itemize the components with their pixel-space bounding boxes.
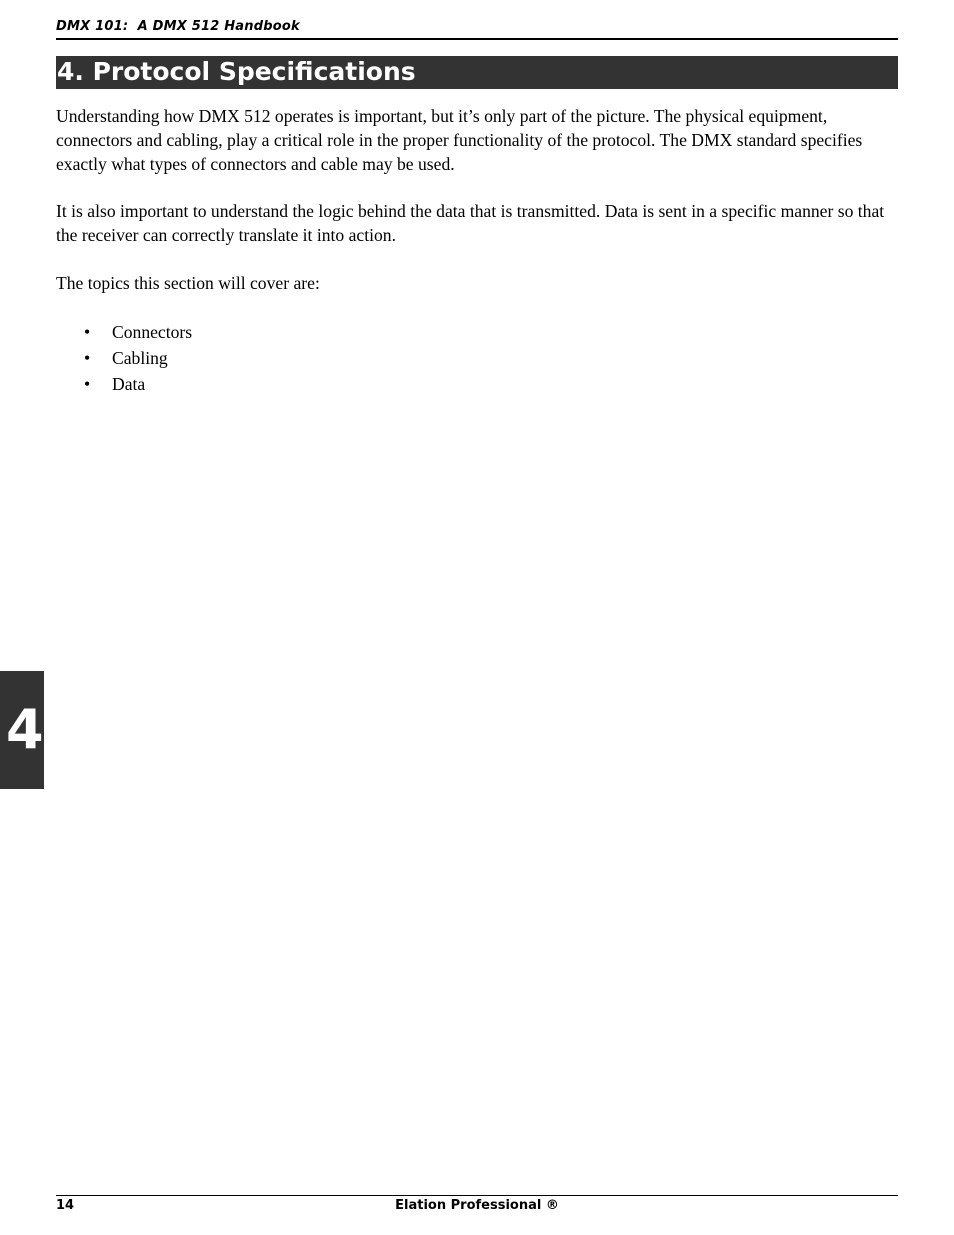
- topic-cabling: Cabling: [112, 348, 168, 368]
- topic-data: Data: [112, 374, 146, 394]
- bullet-icon: •: [84, 322, 91, 342]
- intro-paragraph: Understanding how DMX 512 operates is important, but it’s only part of the picture. The physical equipment, connectors and cabling, play a critical role in the proper functionality of the protocol. The DMX standard specifies exactly what types of connectors and cable may be used.: [56, 106, 863, 174]
- bullet-icon: •: [84, 374, 91, 394]
- chapter-title: 4. Protocol Specifications: [57, 57, 416, 86]
- bullet-icon: •: [84, 348, 91, 368]
- running-header: DMX 101: A DMX 512 Handbook: [56, 19, 300, 34]
- chapter-banner: [56, 56, 898, 89]
- footer-rule: [56, 1195, 898, 1196]
- chapter-tab: [0, 671, 44, 789]
- topic-connectors: Connectors: [112, 322, 193, 342]
- page-number: 14: [56, 1198, 75, 1213]
- header-rule: [56, 38, 898, 40]
- topics-intro-paragraph: The topics this section will cover are:: [56, 273, 320, 293]
- chapter-tab-number: 4: [6, 698, 44, 761]
- logic-paragraph: It is also important to understand the logic behind the data that is transmitted. Data is sent in a specific manner so that the receiver can correctly translate it into action.: [56, 201, 885, 245]
- footer-publisher: Elation Professional ®: [395, 1198, 559, 1213]
